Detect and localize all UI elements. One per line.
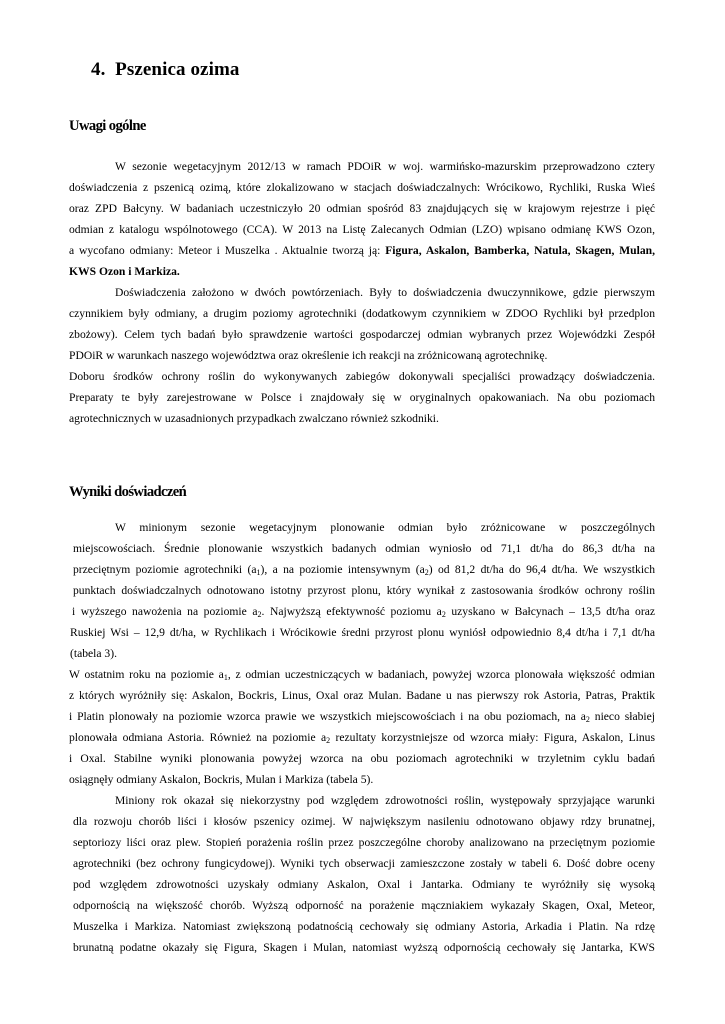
text-line: i Platin plonowały na poziomie wzorca prawie we wszystkich miejscowościach i na obu poziomach, na $a_2$ nieco słabiej	[69, 710, 656, 724]
varieties-list-bold: KWS Ozon i Markiza.	[69, 265, 180, 278]
text-line: zbożowy). Celem tych badań było sprawdzenie wartości gospodarczej odmian wybranych przez Wojewódzki Zespół	[69, 328, 655, 341]
paragraph-general-notes-1	[69, 156, 655, 282]
text-line: a wycofano odmiany: Meteor i Muszelka . Aktualnie tworzą ją: Figura, Askalon, Bamberka, Natula, Skagen, Mulan,	[69, 244, 655, 257]
text-line: Ruskiej Wsi – 12,9 dt/ha, w Rychlikach i Wrócikowie średni przyrost plonu wyniósł odpowiednio 8,4 dt/ha i 7,1 dt/ha	[70, 626, 655, 639]
paragraph-general-notes-2	[69, 282, 655, 429]
varieties-list-bold: Figura, Askalon, Bamberka, Natula, Skagen, Mulan,	[385, 244, 655, 257]
text-line: Doboru środków ochrony roślin do wykonywanych zabiegów dokonywali specjaliści prowadzący doświadczenia.	[69, 370, 655, 383]
text-line: septoriozy liści oraz plew. Stopień porażenia roślin przez poszczególne choroby analizowano na przeciętnym poziomie	[73, 836, 655, 849]
text-line: Doświadczenia założono w dwóch powtórzeniach. Były to doświadczenia dwuczynnikowe, gdzie pierwszym	[115, 286, 655, 299]
text-line: Miniony rok okazał się niekorzystny pod względem zdrowotności roślin, występowały sprzyjające warunki	[115, 794, 655, 807]
text-line: brunatną podatne okazały się Figura, Skagen i Mulan, natomiast wyższą odpornością cechowały się Jantarka, KWS	[73, 941, 655, 954]
text-line: i wyższego nawożenia na poziomie $a_2$. Najwyższą efektywność poziomu $a_2$ uzyskano w Bałcynach – 13,5 dt/ha oraz	[72, 605, 655, 619]
paragraph-results-2	[69, 664, 655, 790]
paragraph-results-1	[69, 517, 655, 664]
section-heading-results: Wyniki doświadczeń	[69, 484, 187, 500]
text-line: odmian z katalogu wspólnotowego (CCA). W 2013 na Listę Zalecanych Odmian (LZO) wpisano odmianę KWS Ozon,	[69, 223, 655, 236]
text-line: odpornością na większość chorób. Wyższą odporność na porażenie mączniakiem wykazały Skagen, Oxal, Meteor,	[73, 899, 655, 912]
text-line: z których wyróżniły się: Askalon, Bockris, Linus, Oxal oraz Mulan. Badane u nas pierwszy rok Astoria, Patras, Praktik	[69, 689, 655, 702]
text-line: dla rozwoju chorób liści i kłosów pszenicy ozimej. W największym nasileniu odnotowano objawy rdzy brunatnej,	[73, 815, 655, 828]
text-line: W sezonie wegetacyjnym 2012/13 w ramach PDOiR w woj. warmińsko-mazurskim przeprowadzono cztery	[115, 160, 655, 173]
text-line: pod względem zdrowotności uzyskały odmiany Askalon, Oxal i Jantarka. Odmiany te wyróżniły się wysoką	[73, 878, 655, 891]
text-line: agrotechnicznych w uzasadnionych przypadkach zwalczano również szkodniki.	[69, 412, 439, 425]
text-line: Preparaty te były zarejestrowane w Polsce i znajdowały się w oryginalnych opakowaniach. Na obu poziomach	[69, 391, 655, 404]
section-heading-general-notes: Uwagi ogólne	[69, 118, 146, 134]
text-line: przeciętnym poziomie agrotechniki $(a_1)$, a na poziomie intensywnym $(a_2)$ od 81,2 dt/ha do 96,4 dt/ha. We wszystkich	[73, 563, 655, 577]
text-line: plonowała odmiana Astoria. Również na poziomie $a_2$ rezultaty korzystniejsze od wzorca miały: Figura, Askalon, Linus	[69, 731, 655, 745]
chapter-number: 4.	[91, 59, 106, 80]
chapter-title	[91, 59, 240, 81]
text-line: (tabela 3).	[70, 647, 117, 660]
text-line	[69, 261, 655, 282]
text-line: czynnikiem były odmiany, a drugim poziomy agrotechniki (dodatkowym czynnikiem w ZDOO Rychliki był przedplon	[69, 307, 655, 320]
text-line: i Oxal. Stabilne wyniki plonowania powyżej wzorca na obu poziomach agrotechniki w trzyletnim cyklu badań	[69, 752, 655, 765]
text-line: W ostatnim roku na poziomie $a_1$, z odmian uczestniczących w badaniach, powyżej wzorca plonowała większość odmian	[69, 668, 655, 682]
text-line: miejscowościach. Średnie plonowanie wszystkich badanych odmian wyniosło od 71,1 dt/ha do 86,3 dt/ha na	[73, 542, 655, 555]
text-line: W minionym sezonie wegetacyjnym plonowanie odmian było zróżnicowane w poszczególnych	[115, 521, 655, 534]
text-line: doświadczenia z pszenicą ozimą, które zlokalizowano w stacjach doświadczalnych: Wrócikowo, Rychliki, Ruska Wieś	[69, 181, 655, 194]
text-line: oraz ZPD Bałcyny. W badaniach uczestniczyło 20 odmian spośród 83 znajdujących się w krajowym rejestrze i pięć	[69, 202, 655, 215]
text-line: agrotechniki (bez ochrony fungicydowej). Wyniki tych obserwacji zamieszczone zostały w tabeli 6. Dość dobre oceny	[73, 857, 655, 870]
paragraph-results-3	[69, 790, 655, 958]
text-line: osiągnęły odmiany Askalon, Bockris, Mulan i Markiza (tabela 5).	[69, 773, 374, 786]
chapter-title-text: Pszenica ozima	[115, 59, 240, 80]
text-line: punktach doświadczalnych odnotowano istotny przyrost plonu, który wynikał z zastosowania środków ochrony roślin	[73, 584, 655, 597]
text-line: Muszelka i Markiza. Natomiast zwiększoną podatnością cechowały się odmiany Astoria, Arkadia i Platin. Na rdzę	[73, 920, 655, 933]
text-line: PDOiR w warunkach naszego województwa oraz określenie ich reakcji na zróżnicowaną agrotechnikę.	[69, 349, 548, 362]
